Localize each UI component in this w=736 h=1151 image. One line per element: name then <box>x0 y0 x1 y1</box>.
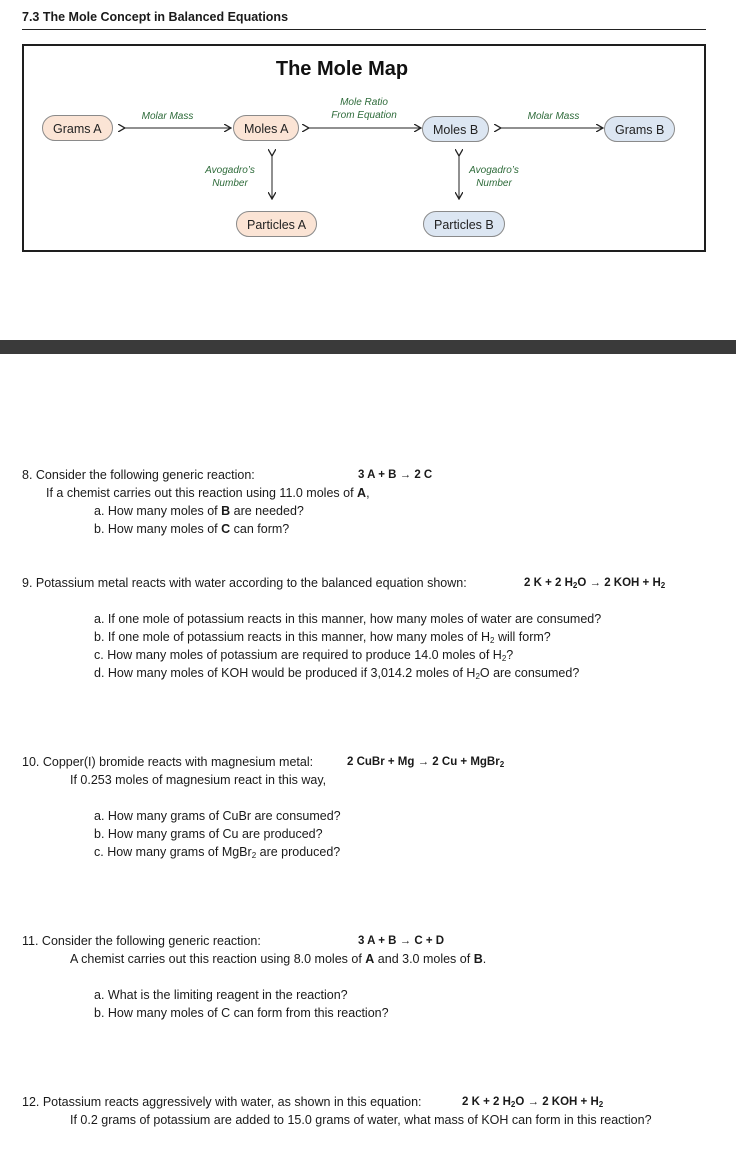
node-grams-a: Grams A <box>42 115 113 141</box>
q8-prompt: 8. Consider the following generic reaction: <box>22 468 255 482</box>
node-particles-b: Particles B <box>423 211 505 237</box>
node-moles-a: Moles A <box>233 115 299 141</box>
q11-prompt: 11. Consider the following generic reaction: <box>22 934 261 948</box>
label-molar-mass-right: Molar Mass <box>527 111 580 122</box>
q10-prompt: 10. Copper(I) bromide reacts with magnesium metal: <box>22 755 314 769</box>
q10-a: a. How many grams of CuBr are consumed? <box>94 809 341 823</box>
q9-a: a. If one mole of potassium reacts in this manner, how many moles of water are consumed? <box>94 612 602 626</box>
q10-c: c. How many grams of MgBr$_2$ are produced? <box>94 845 341 860</box>
q8-b: b. How many moles of C can form? <box>94 522 290 536</box>
q8-line2: If a chemist carries out this reaction using 11.0 moles of A, <box>46 486 370 500</box>
q10-b: b. How many grams of Cu are produced? <box>94 827 323 841</box>
q8-equation: 3 A + B → 2 C <box>358 469 433 481</box>
node-moles-b: Moles B <box>422 116 489 142</box>
q11-a: a. What is the limiting reagent in the reaction? <box>94 988 348 1002</box>
mole-map-title: The Mole Map <box>275 58 409 80</box>
q11-line2: A chemist carries out this reaction using 8.0 moles of A and 3.0 moles of B. <box>70 952 487 966</box>
q9-prompt: 9. Potassium metal reacts with water according to the balanced equation shown: <box>22 576 467 590</box>
q11-b: b. How many moles of C can form from this reaction? <box>94 1006 389 1020</box>
label-avogadro-right <box>462 164 526 190</box>
label-avogadro-left-line1: Avogadro’s <box>205 165 255 176</box>
q9-equation: 2 K + 2 $H_2O \to 2$ KOH + $H_2$ <box>524 577 666 590</box>
label-avogadro-left-line2: Number <box>212 178 248 189</box>
q10-equation: 2 CuBr + Mg → 2 Cu + MgBr$_2$ <box>347 756 505 769</box>
label-avogadro-right-line2: Number <box>476 178 512 189</box>
node-grams-b: Grams B <box>604 116 675 142</box>
q9-b: b. If one mole of potassium reacts in this manner, how many moles of $H_2$ will form? <box>94 630 551 645</box>
q8-a: a. How many moles of B are needed? <box>94 504 304 518</box>
q9-c: c. How many moles of potassium are required to produce 14.0 moles of $H_2$? <box>94 648 514 663</box>
q10-line2: If 0.253 moles of magnesium react in this way, <box>70 773 327 787</box>
page-divider <box>0 340 736 354</box>
label-molar-mass-left: Molar Mass <box>141 111 194 122</box>
q9-d: d. How many moles of KOH would be produced if 3,014.2 moles of $H_2O$ are consumed? <box>94 666 580 681</box>
q11-equation: 3 A + B → C + D <box>358 935 445 947</box>
q12-equation: 2 K + 2 $H_2O \to 2$ KOH + $H_2$ <box>462 1096 604 1109</box>
label-mole-ratio-line2: From Equation <box>331 110 397 121</box>
page-title: 7.3 The Mole Concept in Balanced Equations <box>22 10 289 24</box>
label-avogadro-right-line1: Avogadro’s <box>469 165 519 176</box>
label-mole-ratio <box>318 96 410 122</box>
q12-prompt: 12. Potassium reacts aggressively with water, as shown in this equation: <box>22 1095 422 1109</box>
node-particles-a: Particles A <box>236 211 317 237</box>
label-mole-ratio-line1: Mole Ratio <box>340 97 388 108</box>
label-avogadro-left <box>196 164 264 190</box>
q12-line2: If 0.2 grams of potassium are added to 15.0 grams of water, what mass of KOH can form in this reaction? <box>70 1113 652 1127</box>
